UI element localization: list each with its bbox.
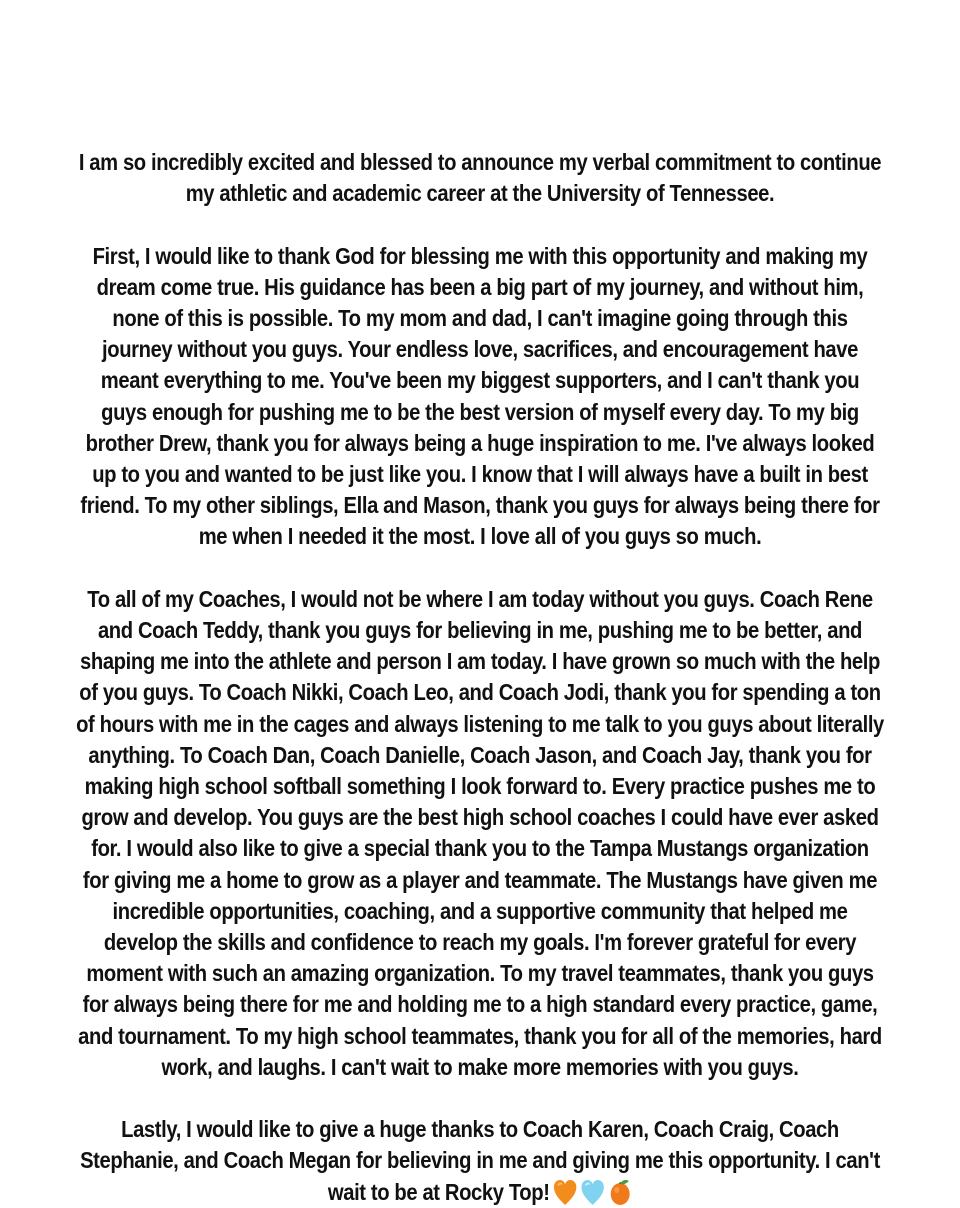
commitment-letter <box>76 147 884 1208</box>
paragraph-coaches-thanks: To all of my Coaches, I would not be where I am today without you guys. Coach Rene and Coach Teddy, thank you guys for believing in me, pushing me to be better, and shaping me into the athlete and person I am today. I have grown so much with the help of you guys. To Coach Nikki, Coach Leo, and Coach Jodi, thank you for spending a ton of hours with me in the cages and always listening to me talk to you guys about literally anything. To Coach Dan, Coach Danielle, Coach Jason, and Coach Jay, thank you for making high school softball something I look forward to. Every practice pushes me to grow and develop. You guys are the best high school coaches I could have ever asked for. I would also like to give a special thank you to the Tampa Mustangs organization for giving me a home to grow as a player and teammate. The Mustangs have given me incredible opportunities, coaching, and a supportive community that helped me develop the skills and confidence to reach my goals. I'm forever grateful for every moment with such an amazing organization. To my travel teammates, thank you guys for always being there for me and holding me to a high standard every practice, game, and tournament. To my high school teammates, thank you for all of the memories, hard work, and laughs. I can't wait to make more memories with you guys. <box>76 585 884 1080</box>
tangerine-icon <box>608 1178 632 1206</box>
emoji-row <box>550 1179 633 1205</box>
closing-text: Lastly, I would like to give a huge thanks to Coach Karen, Coach Craig, Coach Stephanie, and Coach Megan for believing in me and giving me this opportunity. I can't wait to be at Rocky Top! <box>80 1116 880 1205</box>
paragraph-family-thanks: First, I would like to thank God for blessing me with this opportunity and making my dream come true. His guidance has been a big part of my journey, and without him, none of this is possible. To my mom and dad, I can't imagine going through this journey without you guys. Your endless love, sacrifices, and encouragement have meant everything to me. You've been my biggest supporters, and I can't thank you guys enough for pushing me to be the best version of myself every day. To my big brother Drew, thank you for always being a huge inspiration to me. I've always looked up to you and wanted to be just like you. I know that I will always have a built in best friend. To my other siblings, Ella and Mason, thank you guys for always being there for me when I needed it the most. I love all of you guys so much. <box>80 242 880 550</box>
paragraph-closing <box>76 1114 884 1208</box>
orange-heart-icon <box>553 1179 577 1206</box>
paragraph-announcement: I am so incredibly excited and blessed to announce my verbal commitment to continue my athletic and academic career at the University of Tennessee. <box>78 149 882 207</box>
light-blue-heart-icon <box>580 1179 604 1206</box>
